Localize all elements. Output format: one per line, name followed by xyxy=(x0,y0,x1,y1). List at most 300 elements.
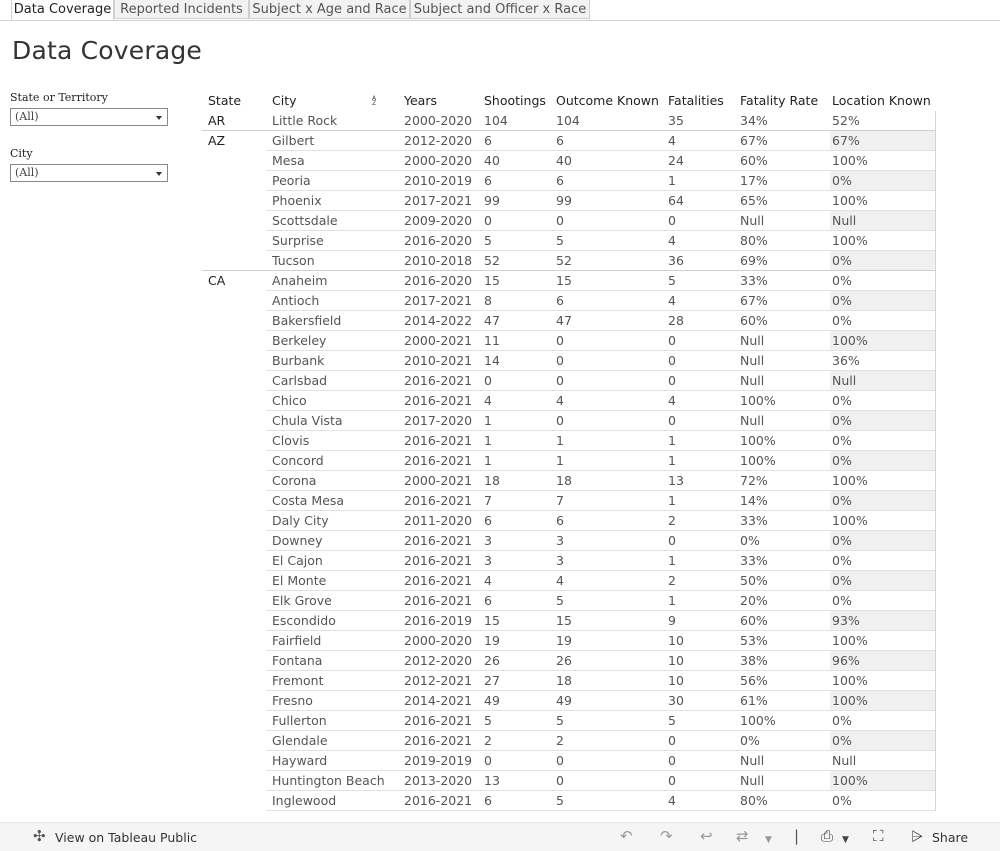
outcome-known-cell: 7 xyxy=(556,493,564,508)
outcome-known-cell: 3 xyxy=(556,533,564,548)
fatalities-cell: 0 xyxy=(668,213,676,228)
years-cell: 2000-2020 xyxy=(404,633,473,648)
sort-icon[interactable]: A Z xyxy=(371,95,377,107)
tab-reported-incidents[interactable]: Reported Incidents xyxy=(114,0,249,19)
city-cell: El Monte xyxy=(272,573,327,588)
location-known-cell: 0% xyxy=(832,593,852,608)
outcome-known-cell: 1 xyxy=(556,433,564,448)
location-known-cell: 0% xyxy=(832,433,852,448)
fatalities-cell: 0 xyxy=(668,733,676,748)
shootings-cell: 15 xyxy=(484,273,500,288)
header-shootings[interactable]: Shootings xyxy=(484,93,546,108)
outcome-known-cell: 5 xyxy=(556,713,564,728)
fatality-rate-cell: 14% xyxy=(740,493,768,508)
outcome-known-cell: 6 xyxy=(556,173,564,188)
fatality-rate-cell: Null xyxy=(740,333,765,348)
shootings-cell: 1 xyxy=(484,453,492,468)
outcome-known-cell: 2 xyxy=(556,733,564,748)
years-cell: 2016-2021 xyxy=(404,453,473,468)
table-row xyxy=(202,711,935,731)
tab-bar xyxy=(0,0,1000,21)
shootings-cell: 40 xyxy=(484,153,500,168)
fatalities-cell: 4 xyxy=(668,393,676,408)
fatalities-cell: 0 xyxy=(668,773,676,788)
state-cell: AZ xyxy=(208,133,226,148)
dropdown-arrow-icon xyxy=(156,116,162,120)
city-cell: Surprise xyxy=(272,233,324,248)
fatalities-cell: 1 xyxy=(668,173,676,188)
fatality-rate-cell: 60% xyxy=(740,313,768,328)
years-cell: 2017-2021 xyxy=(404,193,473,208)
city-cell: Daly City xyxy=(272,513,329,528)
years-cell: 2016-2021 xyxy=(404,793,473,808)
location-known-cell: 100% xyxy=(832,773,868,788)
outcome-known-cell: 47 xyxy=(556,313,572,328)
tab-subject-officer-race[interactable]: Subject and Officer x Race xyxy=(410,0,590,19)
location-known-cell: 0% xyxy=(832,573,852,588)
pause-dropdown-icon[interactable]: ▼ xyxy=(765,835,772,845)
city-cell: Bakersfield xyxy=(272,313,342,328)
table-row xyxy=(202,611,935,631)
fatalities-cell: 4 xyxy=(668,293,676,308)
location-known-cell: 0% xyxy=(832,713,852,728)
city-cell: Berkeley xyxy=(272,333,327,348)
row-divider xyxy=(266,810,935,811)
table-row xyxy=(202,431,935,451)
outcome-known-cell: 15 xyxy=(556,273,572,288)
fatalities-cell: 4 xyxy=(668,793,676,808)
years-cell: 2010-2021 xyxy=(404,353,473,368)
table-row xyxy=(202,491,935,511)
table-row xyxy=(202,531,935,551)
years-cell: 2011-2020 xyxy=(404,513,473,528)
fatalities-cell: 0 xyxy=(668,373,676,388)
years-cell: 2016-2021 xyxy=(404,373,473,388)
fatality-rate-cell: 100% xyxy=(740,453,776,468)
city-cell: Tucson xyxy=(272,253,315,268)
table-right-border xyxy=(935,111,936,811)
header-years[interactable]: Years xyxy=(404,93,437,108)
table-row xyxy=(202,471,935,491)
fatalities-cell: 5 xyxy=(668,273,676,288)
years-cell: 2010-2019 xyxy=(404,173,473,188)
table-row xyxy=(202,451,935,471)
shootings-cell: 0 xyxy=(484,373,492,388)
shootings-cell: 14 xyxy=(484,353,500,368)
years-cell: 2017-2020 xyxy=(404,413,473,428)
download-icon[interactable]: ⎙ xyxy=(821,827,834,845)
shootings-cell: 4 xyxy=(484,573,492,588)
table-row xyxy=(202,131,935,151)
table-row xyxy=(202,331,935,351)
table-row xyxy=(202,151,935,171)
fatality-rate-cell: Null xyxy=(740,773,765,788)
table-row xyxy=(202,271,935,291)
city-cell: Peoria xyxy=(272,173,311,188)
location-known-cell: 0% xyxy=(832,253,852,268)
years-cell: 2010-2018 xyxy=(404,253,473,268)
table-row xyxy=(202,791,935,811)
outcome-known-cell: 0 xyxy=(556,373,564,388)
table-row xyxy=(202,211,935,231)
table-row xyxy=(202,251,935,271)
state-cell: AR xyxy=(208,113,226,128)
location-known-cell: 0% xyxy=(832,553,852,568)
outcome-known-cell: 5 xyxy=(556,793,564,808)
city-cell: Concord xyxy=(272,453,324,468)
fatality-rate-cell: 60% xyxy=(740,153,768,168)
fatality-rate-cell: 72% xyxy=(740,473,768,488)
outcome-known-cell: 6 xyxy=(556,293,564,308)
years-cell: 2016-2021 xyxy=(404,533,473,548)
fatality-rate-cell: 67% xyxy=(740,293,768,308)
table-row xyxy=(202,571,935,591)
table-row xyxy=(202,651,935,671)
table-row xyxy=(202,291,935,311)
fatalities-cell: 13 xyxy=(668,473,684,488)
fatality-rate-cell: 0% xyxy=(740,733,760,748)
outcome-known-cell: 40 xyxy=(556,153,572,168)
outcome-known-cell: 5 xyxy=(556,593,564,608)
outcome-known-cell: 19 xyxy=(556,633,572,648)
shootings-cell: 15 xyxy=(484,613,500,628)
header-state[interactable]: State xyxy=(208,93,242,108)
outcome-known-cell: 104 xyxy=(556,113,580,128)
state-group-divider xyxy=(202,270,935,271)
shootings-cell: 8 xyxy=(484,293,492,308)
years-cell: 2000-2021 xyxy=(404,473,473,488)
location-known-cell: 100% xyxy=(832,153,868,168)
shootings-cell: 0 xyxy=(484,753,492,768)
fatalities-cell: 10 xyxy=(668,673,684,688)
shootings-cell: 6 xyxy=(484,173,492,188)
fatalities-cell: 1 xyxy=(668,593,676,608)
city-cell: Little Rock xyxy=(272,113,338,128)
tableau-logo-icon: ✣ xyxy=(33,827,46,845)
location-known-cell: 67% xyxy=(832,133,860,148)
fatalities-cell: 36 xyxy=(668,253,684,268)
outcome-known-cell: 15 xyxy=(556,613,572,628)
tab-subject-age-race[interactable]: Subject x Age and Race xyxy=(249,0,410,19)
table-row xyxy=(202,691,935,711)
table-row xyxy=(202,371,935,391)
share-icon[interactable]: ⩥ xyxy=(911,827,924,845)
years-cell: 2014-2022 xyxy=(404,313,473,328)
outcome-known-cell: 26 xyxy=(556,653,572,668)
years-cell: 2019-2019 xyxy=(404,753,473,768)
location-known-cell: Null xyxy=(832,753,857,768)
table-row xyxy=(202,631,935,651)
city-cell: Fresno xyxy=(272,693,313,708)
table-row xyxy=(202,731,935,751)
fatality-rate-cell: Null xyxy=(740,213,765,228)
location-known-cell: Null xyxy=(832,373,857,388)
header-outcome-known[interactable]: Outcome Known xyxy=(556,93,659,108)
shootings-cell: 11 xyxy=(484,333,500,348)
city-cell: Corona xyxy=(272,473,317,488)
location-known-cell: 0% xyxy=(832,533,852,548)
refresh-icon[interactable]: ⇄ xyxy=(736,827,749,845)
location-known-cell: 100% xyxy=(832,193,868,208)
download-dropdown-icon[interactable]: ▼ xyxy=(842,835,849,845)
page-title: Data Coverage xyxy=(12,36,203,65)
location-known-cell: 100% xyxy=(832,473,868,488)
fatalities-cell: 2 xyxy=(668,513,676,528)
city-filter-value: (All) xyxy=(15,166,39,179)
shootings-cell: 5 xyxy=(484,713,492,728)
years-cell: 2016-2020 xyxy=(404,233,473,248)
share-button[interactable]: Share xyxy=(932,830,969,845)
state-filter-label: State or Territory xyxy=(10,91,108,104)
years-cell: 2016-2021 xyxy=(404,553,473,568)
table-row xyxy=(202,311,935,331)
location-known-cell: 0% xyxy=(832,313,852,328)
outcome-known-cell: 0 xyxy=(556,753,564,768)
header-fatalities[interactable]: Fatalities xyxy=(668,93,724,108)
table-row xyxy=(202,511,935,531)
location-known-cell: 0% xyxy=(832,173,852,188)
years-cell: 2016-2021 xyxy=(404,573,473,588)
fatality-rate-cell: 0% xyxy=(740,533,760,548)
outcome-known-cell: 3 xyxy=(556,553,564,568)
outcome-known-cell: 18 xyxy=(556,673,572,688)
years-cell: 2012-2021 xyxy=(404,673,473,688)
table-row xyxy=(202,111,935,131)
fatality-rate-cell: 60% xyxy=(740,613,768,628)
fatality-rate-cell: 100% xyxy=(740,393,776,408)
city-cell: Glendale xyxy=(272,733,328,748)
location-known-cell: 100% xyxy=(832,513,868,528)
years-cell: 2016-2021 xyxy=(404,493,473,508)
city-filter-label: City xyxy=(10,147,33,160)
fatalities-cell: 9 xyxy=(668,613,676,628)
fatality-rate-cell: Null xyxy=(740,373,765,388)
shootings-cell: 3 xyxy=(484,553,492,568)
years-cell: 2013-2020 xyxy=(404,773,473,788)
shootings-cell: 6 xyxy=(484,593,492,608)
city-cell: Carlsbad xyxy=(272,373,328,388)
table-row xyxy=(202,191,935,211)
city-cell: Huntington Beach xyxy=(272,773,385,788)
shootings-cell: 1 xyxy=(484,413,492,428)
shootings-cell: 4 xyxy=(484,393,492,408)
outcome-known-cell: 99 xyxy=(556,193,572,208)
city-cell: El Cajon xyxy=(272,553,323,568)
fatality-rate-cell: 100% xyxy=(740,713,776,728)
state-group-divider xyxy=(202,130,935,131)
years-cell: 2000-2020 xyxy=(404,153,473,168)
city-cell: Downey xyxy=(272,533,323,548)
table-row xyxy=(202,171,935,191)
fatality-rate-cell: 17% xyxy=(740,173,768,188)
shootings-cell: 49 xyxy=(484,693,500,708)
years-cell: 2016-2021 xyxy=(404,733,473,748)
fatality-rate-cell: 67% xyxy=(740,133,768,148)
city-cell: Escondido xyxy=(272,613,336,628)
header-fatality-rate[interactable]: Fatality Rate xyxy=(740,93,819,108)
state-filter-value: (All) xyxy=(15,110,39,123)
city-filter-dropdown[interactable] xyxy=(10,164,168,182)
redo-icon[interactable]: ↷ xyxy=(660,827,673,845)
fatalities-cell: 10 xyxy=(668,653,684,668)
fatalities-cell: 2 xyxy=(668,573,676,588)
years-cell: 2016-2019 xyxy=(404,613,473,628)
shootings-cell: 104 xyxy=(484,113,508,128)
data-table xyxy=(202,111,941,811)
location-known-cell: 100% xyxy=(832,233,868,248)
fatalities-cell: 5 xyxy=(668,713,676,728)
shootings-cell: 6 xyxy=(484,133,492,148)
shootings-cell: 6 xyxy=(484,513,492,528)
shootings-cell: 7 xyxy=(484,493,492,508)
years-cell: 2016-2021 xyxy=(404,713,473,728)
outcome-known-cell: 6 xyxy=(556,133,564,148)
fullscreen-icon[interactable]: ⛶ xyxy=(873,827,884,845)
fatality-rate-cell: Null xyxy=(740,353,765,368)
location-known-cell: 0% xyxy=(832,793,852,808)
fatalities-cell: 4 xyxy=(668,133,676,148)
shootings-cell: 6 xyxy=(484,793,492,808)
divider: | xyxy=(794,827,800,845)
city-cell: Fairfield xyxy=(272,633,322,648)
location-known-cell: 0% xyxy=(832,293,852,308)
revert-icon[interactable]: ↩ xyxy=(700,827,713,845)
shootings-cell: 0 xyxy=(484,213,492,228)
fatality-rate-cell: Null xyxy=(740,753,765,768)
years-cell: 2012-2020 xyxy=(404,133,473,148)
fatality-rate-cell: 34% xyxy=(740,113,768,128)
state-cell: CA xyxy=(208,273,226,288)
location-known-cell: Null xyxy=(832,213,857,228)
fatality-rate-cell: 65% xyxy=(740,193,768,208)
shootings-cell: 1 xyxy=(484,433,492,448)
fatality-rate-cell: Null xyxy=(740,413,765,428)
shootings-cell: 47 xyxy=(484,313,500,328)
fatality-rate-cell: 38% xyxy=(740,653,768,668)
city-cell: Fremont xyxy=(272,673,324,688)
location-known-cell: 100% xyxy=(832,633,868,648)
years-cell: 2009-2020 xyxy=(404,213,473,228)
outcome-known-cell: 49 xyxy=(556,693,572,708)
fatality-rate-cell: 53% xyxy=(740,633,768,648)
city-cell: Fontana xyxy=(272,653,323,668)
fatality-rate-cell: 69% xyxy=(740,253,768,268)
table-row xyxy=(202,351,935,371)
tableau-footer xyxy=(0,822,1000,851)
outcome-known-cell: 0 xyxy=(556,353,564,368)
fatalities-cell: 4 xyxy=(668,233,676,248)
outcome-known-cell: 4 xyxy=(556,573,564,588)
state-filter-dropdown[interactable] xyxy=(10,108,168,126)
tab-data-coverage[interactable]: Data Coverage xyxy=(11,0,114,20)
outcome-known-cell: 0 xyxy=(556,333,564,348)
fatalities-cell: 0 xyxy=(668,533,676,548)
location-known-cell: 0% xyxy=(832,393,852,408)
years-cell: 2000-2021 xyxy=(404,333,473,348)
table-row xyxy=(202,771,935,791)
table-row xyxy=(202,751,935,771)
city-cell: Hayward xyxy=(272,753,328,768)
fatality-rate-cell: 33% xyxy=(740,273,768,288)
table-row xyxy=(202,231,935,251)
fatality-rate-cell: 80% xyxy=(740,233,768,248)
fatalities-cell: 28 xyxy=(668,313,684,328)
city-cell: Gilbert xyxy=(272,133,315,148)
fatalities-cell: 1 xyxy=(668,553,676,568)
outcome-known-cell: 0 xyxy=(556,213,564,228)
fatalities-cell: 35 xyxy=(668,113,684,128)
years-cell: 2016-2021 xyxy=(404,593,473,608)
location-known-cell: 0% xyxy=(832,413,852,428)
outcome-known-cell: 1 xyxy=(556,453,564,468)
undo-icon[interactable]: ↶ xyxy=(620,827,633,845)
fatality-rate-cell: 33% xyxy=(740,553,768,568)
fatalities-cell: 1 xyxy=(668,493,676,508)
location-known-cell: 96% xyxy=(832,653,860,668)
city-cell: Scottsdale xyxy=(272,213,338,228)
header-location-known[interactable]: Location Known xyxy=(832,93,931,108)
shootings-cell: 27 xyxy=(484,673,500,688)
outcome-known-cell: 52 xyxy=(556,253,572,268)
shootings-cell: 2 xyxy=(484,733,492,748)
city-cell: Costa Mesa xyxy=(272,493,345,508)
location-known-cell: 100% xyxy=(832,673,868,688)
fatalities-cell: 64 xyxy=(668,193,684,208)
city-cell: Chico xyxy=(272,393,307,408)
outcome-known-cell: 6 xyxy=(556,513,564,528)
fatalities-cell: 0 xyxy=(668,753,676,768)
city-cell: Inglewood xyxy=(272,793,337,808)
years-cell: 2016-2020 xyxy=(404,273,473,288)
location-known-cell: 100% xyxy=(832,333,868,348)
location-known-cell: 36% xyxy=(832,353,860,368)
shootings-cell: 13 xyxy=(484,773,500,788)
dropdown-arrow-icon xyxy=(156,172,162,176)
header-city[interactable]: City xyxy=(272,93,297,108)
fatality-rate-cell: 56% xyxy=(740,673,768,688)
table-row xyxy=(202,671,935,691)
location-known-cell: 0% xyxy=(832,453,852,468)
shootings-cell: 5 xyxy=(484,233,492,248)
table-row xyxy=(202,411,935,431)
fatality-rate-cell: 61% xyxy=(740,693,768,708)
fatalities-cell: 24 xyxy=(668,153,684,168)
years-cell: 2000-2020 xyxy=(404,113,473,128)
outcome-known-cell: 0 xyxy=(556,413,564,428)
location-known-cell: 100% xyxy=(832,693,868,708)
city-cell: Mesa xyxy=(272,153,305,168)
location-known-cell: 0% xyxy=(832,493,852,508)
view-on-tableau-link[interactable]: View on Tableau Public xyxy=(55,830,198,845)
years-cell: 2016-2021 xyxy=(404,433,473,448)
city-cell: Clovis xyxy=(272,433,310,448)
city-cell: Chula Vista xyxy=(272,413,343,428)
fatalities-cell: 1 xyxy=(668,453,676,468)
fatalities-cell: 0 xyxy=(668,413,676,428)
location-known-cell: 93% xyxy=(832,613,860,628)
fatality-rate-cell: 20% xyxy=(740,593,768,608)
fatality-rate-cell: 100% xyxy=(740,433,776,448)
fatalities-cell: 0 xyxy=(668,333,676,348)
shootings-cell: 52 xyxy=(484,253,500,268)
shootings-cell: 26 xyxy=(484,653,500,668)
location-known-cell: 0% xyxy=(832,733,852,748)
location-known-cell: 52% xyxy=(832,113,860,128)
fatalities-cell: 30 xyxy=(668,693,684,708)
fatality-rate-cell: 50% xyxy=(740,573,768,588)
years-cell: 2012-2020 xyxy=(404,653,473,668)
outcome-known-cell: 5 xyxy=(556,233,564,248)
